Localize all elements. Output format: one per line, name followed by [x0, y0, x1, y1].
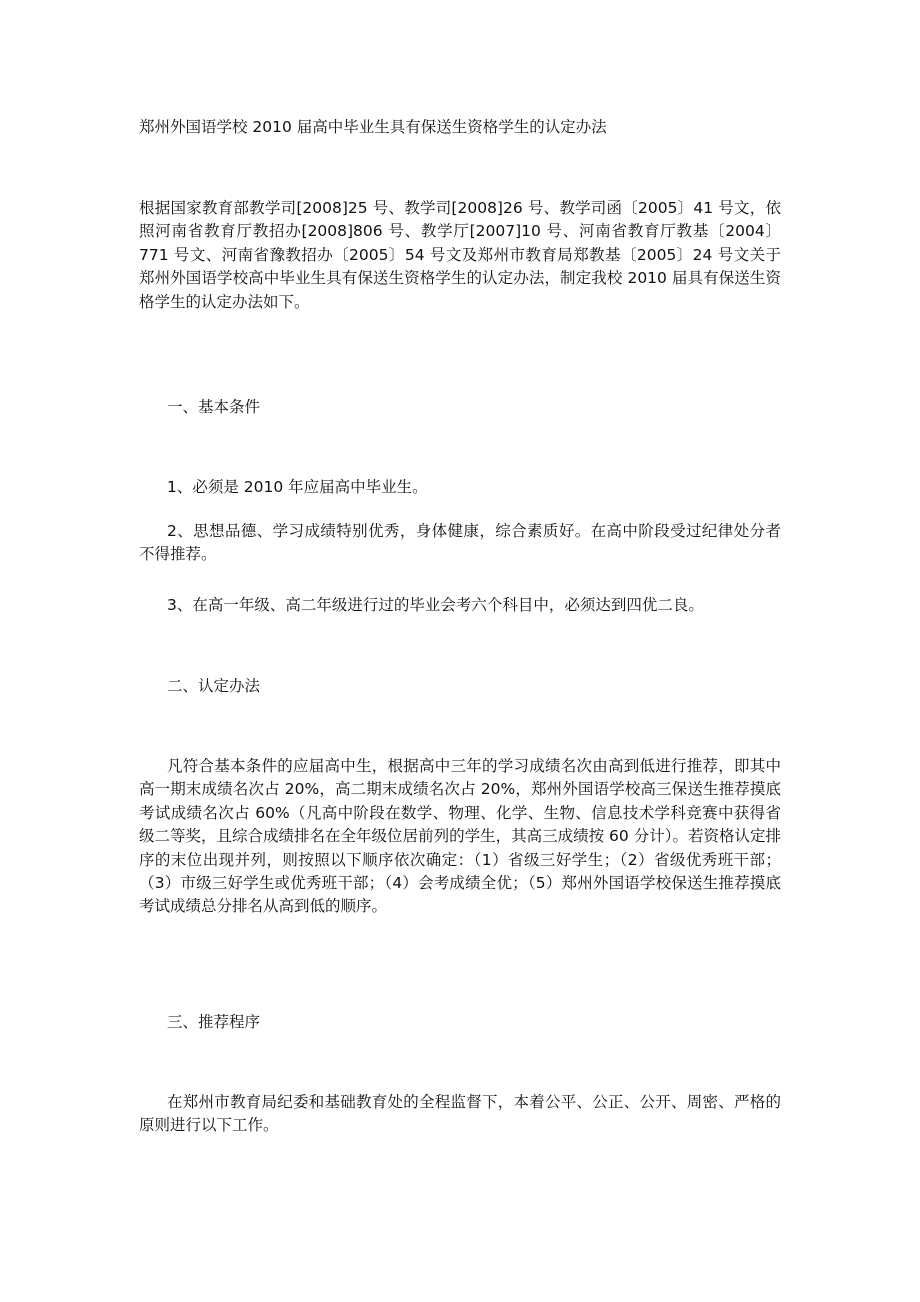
document-title: 郑州外国语学校 2010 届高中毕业生具有保送生资格学生的认定办法 — [139, 118, 607, 136]
section-heading-basic-conditions: 一、基本条件 — [167, 398, 261, 416]
method-paragraph: 凡符合基本条件的应届高中生，根据高中三年的学习成绩名次由高到低进行推荐，即其中高一期末成绩名次占 20%，高二期末成绩名次占 20%，郑州外国语学校高三保送生推荐摸底考试成绩名次占 60%（凡高中阶段在数学、物理、化学、生物、信息技术学科竞赛中获得省级二等奖，且综合成绩排名在全年级位居前列的学生，其高三成绩按 60 分计）。若资格认定排序的末位出现并列，则按照以下顺序依次确定：（1）省级三好学生；（2）省级优秀班干部；（3）市级三好学生或优秀班干部；（4）会考成绩全优；（5）郑州外国语学校保送生推荐摸底考试成绩总分排名从高到低的顺序。 — [139, 757, 781, 916]
condition-item-3: 3、在高一年级、高二年级进行过的毕业会考六个科目中，必须达到四优二良。 — [167, 596, 704, 614]
intro-paragraph: 根据国家教育部教学司[2008]25 号、教学司[2008]26 号、教学司函〔2005〕41 号文，依照河南省教育厅教招办[2008]806 号、教学厅[2007]10 号、河南省教育厅教基〔2004〕771 号文、河南省豫教招办〔2005〕54 号文及郑州市教育局郑教基〔2005〕24 号文关于郑州外国语学校高中毕业生具有保送生资格学生的认定办法，制定我校 2010 届具有保送生资格学生的认定办法如下。 — [139, 199, 781, 311]
condition-item-1: 1、必须是 2010 年应届高中毕业生。 — [167, 478, 428, 496]
condition-item-2: 2、思想品德、学习成绩特别优秀，身体健康，综合素质好。在高中阶段受过纪律处分者不得推荐。 — [139, 522, 781, 564]
section-heading-procedure: 三、推荐程序 — [167, 1013, 261, 1031]
procedure-paragraph: 在郑州市教育局纪委和基础教育处的全程监督下，本着公平、公正、公开、周密、严格的原则进行以下工作。 — [139, 1093, 781, 1135]
section-heading-method: 二、认定办法 — [167, 677, 261, 695]
